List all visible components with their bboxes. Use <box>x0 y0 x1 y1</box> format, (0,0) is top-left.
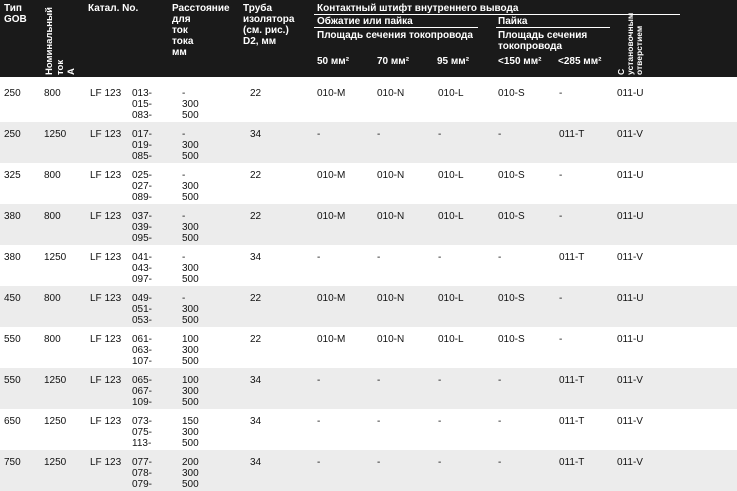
header-95mm: 95 мм² <box>437 56 470 67</box>
cell-hole: 011-V <box>617 129 643 140</box>
cell-dist <box>182 170 199 203</box>
header-tube-line-4: D2, мм <box>243 36 277 47</box>
cell-cat-line: 083- <box>132 110 153 121</box>
cell-dist-line: 300 <box>182 140 199 151</box>
cell-dist-line: 300 <box>182 304 199 315</box>
cell-c150: 010-S <box>498 334 525 345</box>
cell-dist <box>182 88 199 121</box>
cell-cat <box>132 334 152 367</box>
cell-cat <box>132 252 152 285</box>
cell-dist-line: - <box>182 211 186 222</box>
header-285mm: <285 мм² <box>558 56 602 67</box>
cell-c95: 010-L <box>438 88 464 99</box>
cell-c50: 010-M <box>317 211 346 222</box>
cell-cat-line: 037- <box>132 211 153 222</box>
header-50mm: 50 мм² <box>317 56 350 67</box>
cell-c150: 010-S <box>498 170 525 181</box>
cell-hole: 011-V <box>617 457 643 468</box>
cell-dist-line: 300 <box>182 386 199 397</box>
header-distance-line-1: Расстояние <box>172 3 230 14</box>
cell-dist-line: 100 <box>182 334 199 345</box>
cell-c95: 010-L <box>438 211 464 222</box>
cell-c150: - <box>498 457 502 468</box>
cell-c50: 010-M <box>317 293 346 304</box>
table-header <box>0 0 737 77</box>
table-row <box>0 122 737 163</box>
cell-dist <box>182 375 199 408</box>
cell-lf: LF 123 <box>90 416 122 427</box>
cell-dist-line: 300 <box>182 345 199 356</box>
cell-cat-line: 015- <box>132 99 153 110</box>
cell-c70: 010-N <box>377 334 405 345</box>
cell-type: 380 <box>4 252 21 263</box>
cell-dist-line: 500 <box>182 315 199 326</box>
header-type-line: Тип <box>4 3 22 14</box>
header-contact-pin: Контактный штифт внутреннего вывода <box>317 3 519 14</box>
header-with-hole-line-2: установочным <box>625 12 635 75</box>
cell-cat-line: 039- <box>132 222 153 233</box>
cell-dist-line: - <box>182 293 186 304</box>
cell-cat-line: 065- <box>132 375 153 386</box>
cell-cat-line: 073- <box>132 416 153 427</box>
cell-c285: - <box>559 170 563 181</box>
cell-c70: - <box>377 375 381 386</box>
cell-tube: 34 <box>250 457 262 468</box>
cell-cat-line: 063- <box>132 345 153 356</box>
cell-dist-line: 150 <box>182 416 199 427</box>
cell-dist-line: 300 <box>182 222 199 233</box>
cell-tube: 34 <box>250 129 262 140</box>
cell-type: 325 <box>4 170 21 181</box>
cell-c285: 011-T <box>559 375 585 386</box>
cell-dist <box>182 129 199 162</box>
cell-c70: 010-N <box>377 170 405 181</box>
cell-dist-line: 500 <box>182 151 199 162</box>
cell-c95: - <box>438 375 442 386</box>
cell-lf: LF 123 <box>90 252 122 263</box>
table-row <box>0 327 737 368</box>
header-gob-line: GOB <box>4 14 27 25</box>
header-nominal-line: Номинальный <box>44 7 55 75</box>
cell-dist-line: 500 <box>182 356 199 367</box>
cell-current: 800 <box>44 88 61 99</box>
cell-cat-line: 049- <box>132 293 153 304</box>
cell-cat <box>132 375 152 408</box>
cell-type: 650 <box>4 416 21 427</box>
cell-dist-line: - <box>182 88 186 99</box>
cell-lf: LF 123 <box>90 211 122 222</box>
header-cat-no: Катал. No. <box>88 3 139 14</box>
cell-type: 450 <box>4 293 21 304</box>
cell-hole: 011-V <box>617 416 643 427</box>
cell-cat-line: 041- <box>132 252 153 263</box>
cell-dist-line: 300 <box>182 427 199 438</box>
cell-c95: 010-L <box>438 293 464 304</box>
cell-type: 550 <box>4 375 21 386</box>
cell-cat-line: 027- <box>132 181 153 192</box>
cell-current: 1250 <box>44 457 67 468</box>
cell-dist-line: 300 <box>182 181 199 192</box>
table-row <box>0 204 737 245</box>
cell-dist-line: 500 <box>182 233 199 244</box>
cell-c95: 010-L <box>438 334 464 345</box>
cell-c50: 010-M <box>317 170 346 181</box>
cell-dist-line: 500 <box>182 110 199 121</box>
cell-dist <box>182 416 199 449</box>
cell-tube: 34 <box>250 375 262 386</box>
cell-hole: 011-V <box>617 252 643 263</box>
header-type-gob <box>4 3 27 25</box>
cell-cat <box>132 416 152 449</box>
cell-c285: 011-T <box>559 457 585 468</box>
header-cross-section-2-line-1: Площадь сечения <box>498 30 588 41</box>
cell-c50: 010-M <box>317 334 346 345</box>
header-with-hole <box>617 13 644 75</box>
cell-c285: 011-T <box>559 416 585 427</box>
cell-c95: - <box>438 457 442 468</box>
cell-current: 800 <box>44 293 61 304</box>
cell-cat-line: 085- <box>132 151 153 162</box>
cell-cat-line: 019- <box>132 140 153 151</box>
cell-c285: - <box>559 293 563 304</box>
cell-dist-line: 500 <box>182 479 199 490</box>
cell-lf: LF 123 <box>90 375 122 386</box>
header-distance-line-5: мм <box>172 47 187 58</box>
cell-c150: - <box>498 375 502 386</box>
cell-c150: 010-S <box>498 293 525 304</box>
cell-cat <box>132 457 152 490</box>
cell-c95: - <box>438 129 442 140</box>
header-solder: Пайка <box>498 16 528 27</box>
cell-cat-line: 095- <box>132 233 153 244</box>
cell-cat-line: 061- <box>132 334 153 345</box>
cell-lf: LF 123 <box>90 457 122 468</box>
table-row <box>0 163 737 204</box>
cell-c50: 010-M <box>317 88 346 99</box>
cell-c70: 010-N <box>377 211 405 222</box>
cell-current: 800 <box>44 211 61 222</box>
cell-dist <box>182 334 199 367</box>
cell-cat-line: 013- <box>132 88 153 99</box>
cell-cat-line: 078- <box>132 468 153 479</box>
header-150mm: <150 мм² <box>498 56 542 67</box>
cell-c285: 011-T <box>559 252 585 263</box>
cell-cat <box>132 293 152 326</box>
cell-cat-line: 025- <box>132 170 153 181</box>
table-row <box>0 286 737 327</box>
cell-c70: - <box>377 416 381 427</box>
cell-tube: 22 <box>250 170 262 181</box>
header-cross-section-1: Площадь сечения токопровода <box>317 30 473 41</box>
cell-c150: - <box>498 252 502 263</box>
cell-c70: 010-N <box>377 293 405 304</box>
header-a-line: A <box>66 68 77 75</box>
header-cross-section-2-line-2: токопровода <box>498 41 563 52</box>
cell-dist-line: 300 <box>182 468 199 479</box>
cell-c150: 010-S <box>498 211 525 222</box>
cell-c50: - <box>317 416 321 427</box>
cell-c150: - <box>498 129 502 140</box>
header-distance <box>172 3 230 58</box>
header-with-hole-line-3: отверстием <box>634 25 644 75</box>
cell-dist-line: - <box>182 252 186 263</box>
cell-cat-line: 107- <box>132 356 153 367</box>
cell-cat <box>132 211 152 244</box>
cell-current: 1250 <box>44 252 67 263</box>
cell-c70: 010-N <box>377 88 405 99</box>
cell-c50: - <box>317 252 321 263</box>
cell-cat-line: 043- <box>132 263 153 274</box>
header-rule-2b <box>496 27 610 28</box>
cell-tube: 34 <box>250 252 262 263</box>
cell-current: 800 <box>44 170 61 181</box>
cell-current: 1250 <box>44 375 67 386</box>
header-nominal-current <box>44 7 77 75</box>
cell-dist-line: 500 <box>182 438 199 449</box>
cell-dist-line: 200 <box>182 457 199 468</box>
table-row <box>0 368 737 409</box>
cell-dist <box>182 252 199 285</box>
cell-cat-line: 097- <box>132 274 153 285</box>
cell-cat <box>132 129 152 162</box>
cell-lf: LF 123 <box>90 88 122 99</box>
cell-c150: - <box>498 416 502 427</box>
cell-lf: LF 123 <box>90 129 122 140</box>
cell-dist-line: 500 <box>182 397 199 408</box>
cell-c70: - <box>377 252 381 263</box>
cell-cat-line: 017- <box>132 129 153 140</box>
cell-type: 750 <box>4 457 21 468</box>
cell-dist-line: 500 <box>182 192 199 203</box>
table-row <box>0 409 737 450</box>
cell-cat-line: 077- <box>132 457 153 468</box>
cell-type: 250 <box>4 129 21 140</box>
cell-hole: 011-U <box>617 293 644 304</box>
cell-hole: 011-U <box>617 88 644 99</box>
cell-dist-line: 100 <box>182 375 199 386</box>
header-tube-line-1: Труба <box>243 3 273 14</box>
cell-c150: 010-S <box>498 88 525 99</box>
cell-tube: 22 <box>250 88 262 99</box>
cell-cat-line: 079- <box>132 479 153 490</box>
header-tok-line: ток <box>55 59 66 75</box>
cell-dist <box>182 293 199 326</box>
table-row <box>0 245 737 286</box>
cell-cat-line: 113- <box>132 438 152 449</box>
cell-c285: - <box>559 211 563 222</box>
cell-type: 250 <box>4 88 21 99</box>
cell-c285: 011-T <box>559 129 585 140</box>
cell-hole: 011-U <box>617 211 644 222</box>
cell-c95: - <box>438 416 442 427</box>
cell-lf: LF 123 <box>90 334 122 345</box>
cell-hole: 011-U <box>617 334 644 345</box>
cell-c50: - <box>317 129 321 140</box>
table-row <box>0 81 737 122</box>
cell-lf: LF 123 <box>90 170 122 181</box>
cell-c285: - <box>559 334 563 345</box>
cell-current: 800 <box>44 334 61 345</box>
cell-tube: 34 <box>250 416 262 427</box>
header-rule-2a <box>314 27 478 28</box>
cell-cat <box>132 88 152 121</box>
header-cross-section-2 <box>498 30 587 52</box>
cell-cat-line: 051- <box>132 304 153 315</box>
header-with-hole-line-1: С <box>616 68 626 75</box>
header-distance-line-2: для <box>172 14 191 25</box>
cell-cat-line: 109- <box>132 397 153 408</box>
cell-cat-line: 075- <box>132 427 153 438</box>
cell-c70: - <box>377 129 381 140</box>
cell-dist-line: 300 <box>182 263 199 274</box>
cell-tube: 22 <box>250 211 262 222</box>
cell-c70: - <box>377 457 381 468</box>
header-distance-line-4: тока <box>172 36 194 47</box>
header-tube-line-2: изолятора <box>243 14 295 25</box>
header-70mm: 70 мм² <box>377 56 410 67</box>
cell-c285: - <box>559 88 563 99</box>
cell-dist-line: 500 <box>182 274 199 285</box>
table-row <box>0 450 737 491</box>
cell-lf: LF 123 <box>90 293 122 304</box>
cell-tube: 22 <box>250 293 262 304</box>
cell-c50: - <box>317 375 321 386</box>
cell-cat-line: 089- <box>132 192 153 203</box>
cell-dist <box>182 457 199 490</box>
cell-hole: 011-V <box>617 375 643 386</box>
cell-hole: 011-U <box>617 170 644 181</box>
cell-c50: - <box>317 457 321 468</box>
cell-cat <box>132 170 152 203</box>
header-crimp-or-solder: Обжатие или пайка <box>317 16 413 27</box>
header-tube <box>243 3 294 47</box>
cell-c95: 010-L <box>438 170 464 181</box>
cell-current: 1250 <box>44 129 67 140</box>
cell-dist-line: - <box>182 170 186 181</box>
cell-dist <box>182 211 199 244</box>
cell-cat-line: 053- <box>132 315 153 326</box>
cell-c95: - <box>438 252 442 263</box>
cell-current: 1250 <box>44 416 67 427</box>
cell-type: 550 <box>4 334 21 345</box>
cell-dist-line: 300 <box>182 99 199 110</box>
cell-type: 380 <box>4 211 21 222</box>
header-distance-line-3: ток <box>172 25 188 36</box>
cell-dist-line: - <box>182 129 186 140</box>
cell-tube: 22 <box>250 334 262 345</box>
cell-cat-line: 067- <box>132 386 153 397</box>
header-tube-line-3: (см. рис.) <box>243 25 289 36</box>
